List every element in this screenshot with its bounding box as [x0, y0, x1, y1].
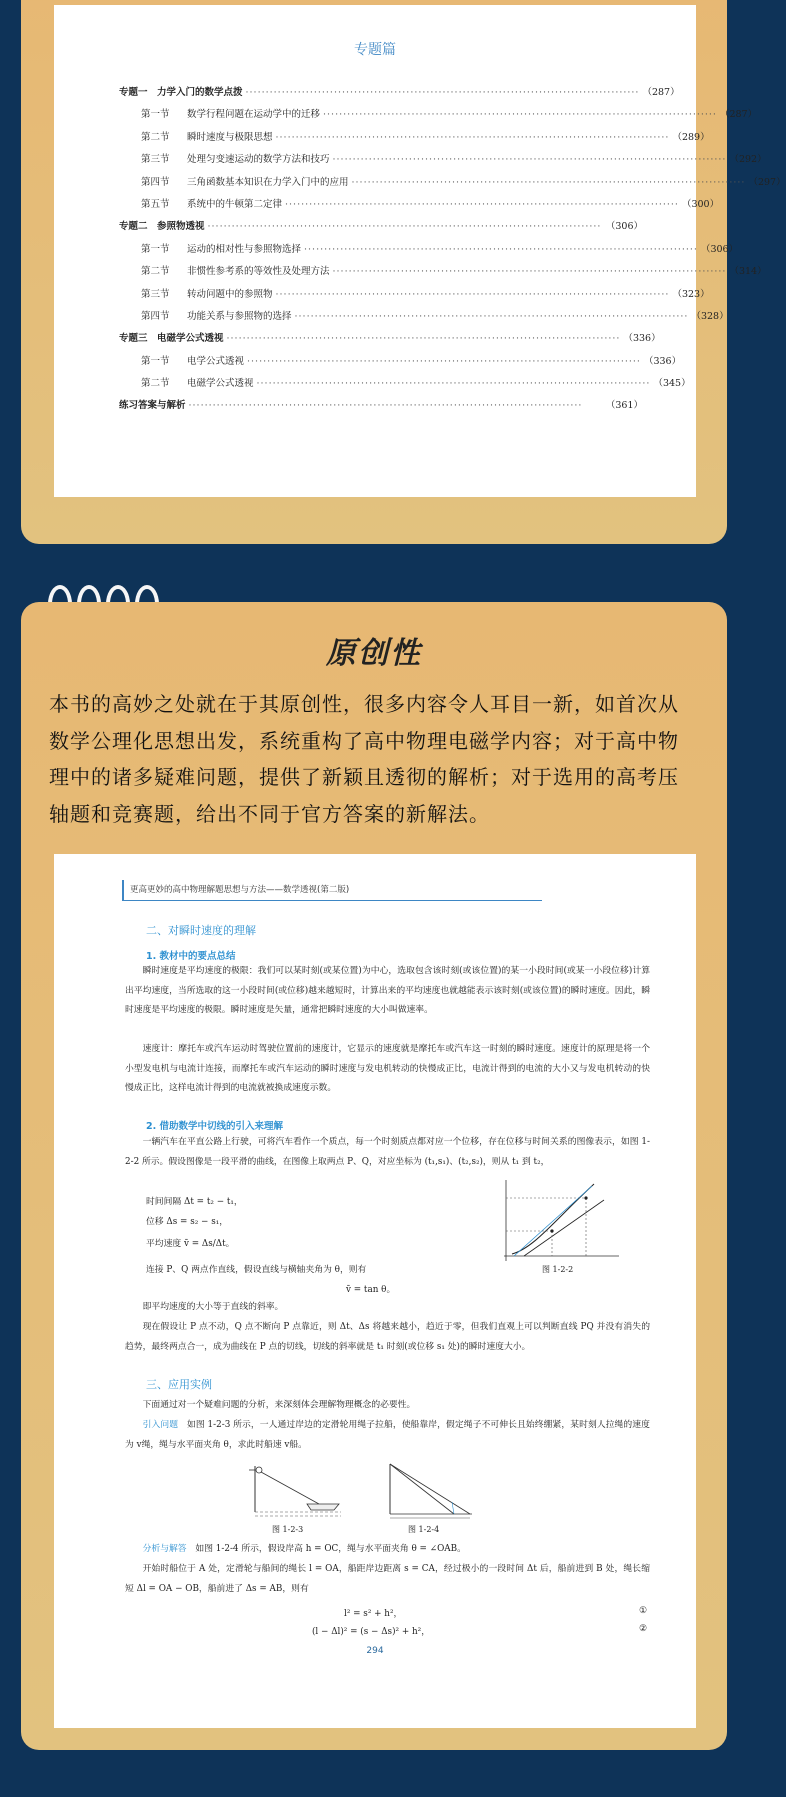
toc-page-number: （314）	[729, 266, 767, 278]
example-paragraph	[125, 1416, 650, 1455]
toc-leader-dots: ··································································································	[256, 378, 651, 390]
equation-2-number: ②	[639, 1624, 647, 1634]
toc-leader-dots: ··································································································	[304, 243, 698, 255]
toc-section-number: 第四节	[141, 176, 170, 188]
toc-list	[119, 84, 786, 420]
toc-entry-label: 数学行程问题在运动学中的迁移	[187, 109, 321, 121]
toc-page-number: （292）	[729, 154, 767, 166]
toc-page-number: （287）	[642, 87, 680, 98]
toc-section-row[interactable]	[119, 375, 691, 397]
toc-section-row[interactable]	[119, 174, 786, 196]
toc-section-number: 第二节	[141, 378, 170, 390]
toc-section-row[interactable]	[119, 263, 767, 285]
figure-1-2-2	[494, 1176, 624, 1266]
toc-page-number: （300）	[681, 198, 720, 210]
toc-section-row[interactable]	[119, 106, 758, 128]
toc-section-number: 第二节	[141, 131, 170, 143]
formula-line: 连接 P、Q 两点作直线，假设直线与横轴夹角为 θ，则有	[146, 1265, 367, 1275]
toc-leader-dots: ··································································································	[351, 176, 746, 188]
toc-entry-label: 转动问题中的参照物	[187, 288, 273, 300]
formula-time: 时间间隔 Δt = t₂ − t₁，	[146, 1197, 243, 1207]
toc-page-number: （361）	[605, 400, 643, 412]
figure-1-2-3-caption: 图 1-2-3	[272, 1525, 304, 1534]
toc-entry-label: 专题二 参照物透视	[119, 221, 205, 233]
equation-1-number: ①	[639, 1606, 647, 1616]
toc-section-number: 第一节	[141, 243, 170, 255]
formula-avg-velocity: 平均速度 v̄ = Δs/Δt。	[146, 1239, 235, 1249]
toc-entry-label: 非惯性参考系的等效性及处理方法	[187, 266, 330, 278]
toc-leader-dots: ··································································································	[245, 87, 640, 98]
figure-1-2-3	[249, 1460, 344, 1520]
toc-leader-dots: ··································································································	[332, 154, 727, 166]
sample-page	[54, 854, 696, 1728]
toc-section-number: 第五节	[141, 198, 170, 210]
toc-section-row[interactable]	[119, 241, 739, 263]
sub1-title: 1. 教材中的要点总结	[146, 951, 236, 962]
para5: 现在假设让 P 点不动，Q 点不断向 P 点靠近，则 Δt、Δs 将越来越小，趋近于零，但我们直观上可以判断直线 PQ 并没有消失的趋势，最终两点合一，成为曲线在 P 点的切线，切线的斜率就是 t₁ 时刻(或位移 s₁ 处)的瞬时速度大小。	[125, 1322, 650, 1352]
figure-1-2-2-caption: 图 1-2-2	[542, 1265, 574, 1274]
answer-label: 分析与解答	[142, 1544, 187, 1554]
toc-section-number: 第一节	[141, 109, 170, 121]
toc-leader-dots: ··································································································	[294, 310, 689, 322]
toc-page-number: （306）	[605, 221, 643, 233]
toc-entry-label: 运动的相对性与参照物选择	[187, 243, 302, 255]
toc-section-row[interactable]	[119, 353, 682, 375]
toc-leader-dots: ··································································································	[275, 131, 670, 143]
answer-paragraph	[125, 1540, 650, 1560]
toc-chapter-row[interactable]	[119, 218, 643, 240]
toc-entry-label: 功能关系与参照物的选择	[187, 310, 292, 322]
running-head-rule	[122, 900, 542, 901]
toc-leader-dots: ··································································································	[323, 109, 717, 121]
toc-section-row[interactable]	[119, 196, 720, 218]
equation-1: l² = s² + h²，	[344, 1609, 403, 1619]
toc-entry-label: 瞬时速度与极限思想	[187, 131, 273, 143]
toc-section-number: 第二节	[141, 266, 170, 278]
sub2-title: 2. 借助数学中切线的引入来理解	[146, 1121, 284, 1132]
toc-leader-dots: ··································································································	[332, 266, 727, 278]
toc-section-number: 第四节	[141, 310, 170, 322]
toc-entry-label: 系统中的牛顿第二定律	[187, 198, 283, 210]
toc-entry-label: 三角函数基本知识在力学入门中的应用	[187, 176, 349, 188]
toc-page-number: （289）	[672, 131, 710, 143]
feature-description: 本书的高妙之处就在于其原创性，很多内容令人耳目一新，如首次从数学公理化思想出发，系统重构了高中物理电磁学内容；对于高中物理中的诸多疑难问题，提供了新颖且透彻的解析；对于选用的高考压轴题和竞赛题，给出不同于官方答案的新解法。	[49, 692, 679, 826]
example-text: 如图 1-2-3 所示，一人通过岸边的定滑轮用绳子拉船，使船靠岸，假定绳子不可伸长且始终绷紧，某时刻人拉绳的速度为 v绳，绳与水平面夹角 θ，求此时船速 v船。	[125, 1420, 650, 1450]
toc-entry-label: 电学公式透视	[187, 355, 245, 367]
toc-entry-label: 处理匀变速运动的数学方法和技巧	[187, 154, 330, 166]
toc-leader-dots: ··································································································	[226, 333, 621, 345]
toc-card	[21, 0, 786, 544]
toc-leader-dots: ··································································································	[275, 288, 670, 300]
toc-page-number: （323）	[672, 288, 710, 300]
example-label: 引入问题	[142, 1420, 179, 1430]
toc-page-number: （328）	[691, 310, 729, 322]
toc-heading: 专题篇	[354, 42, 396, 58]
toc-section-row[interactable]	[119, 308, 729, 330]
section3-title: 三、应用实例	[146, 1378, 212, 1391]
toc-section-number: 第三节	[141, 154, 170, 166]
section2-title: 二、对瞬时速度的理解	[146, 924, 256, 937]
figure-1-2-4	[384, 1460, 479, 1520]
toc-entry-label: 电磁学公式透视	[187, 378, 254, 390]
figure-1-2-4-caption: 图 1-2-4	[408, 1525, 440, 1534]
formula-displacement: 位移 Δs = s₂ − s₁，	[146, 1217, 229, 1227]
para6: 下面通过对一个疑难问题的分析，来深刻体会理解物理概念的必要性。	[142, 1400, 416, 1410]
toc-page	[54, 5, 786, 497]
toc-leader-dots: ··································································································	[207, 221, 602, 233]
toc-page-number: （306）	[700, 243, 739, 255]
toc-leader-dots: ··································································································	[188, 400, 583, 412]
toc-page-number: （287）	[719, 109, 758, 121]
para3: 一辆汽车在平直公路上行驶，可将汽车看作一个质点，每一个时刻质点都对应一个位移，存在位移与时间关系的图像表示，如图 1-2-2 所示。假设图像是一段平滑的曲线，在图像上取两点 P、Q，对应坐标为 (t₁,s₁)、(t₂,s₂)，则从 t₁ 到 t₂，	[125, 1137, 650, 1167]
feature-card	[21, 602, 727, 1750]
equation-2: (l − Δl)² = (s − Δs)² + h²，	[312, 1627, 430, 1637]
toc-section-row[interactable]	[119, 286, 710, 308]
toc-section-number: 第三节	[141, 288, 170, 300]
para4: 即平均速度的大小等于直线的斜率。	[142, 1302, 284, 1312]
toc-section-number: 第一节	[141, 355, 170, 367]
toc-chapter-row[interactable]	[119, 84, 680, 106]
toc-page-number: （336）	[643, 355, 682, 367]
running-head: 更高更妙的高中物理解题思想与方法——数学透视(第二版)	[122, 880, 349, 900]
toc-chapter-row[interactable]	[119, 330, 661, 352]
toc-leader-dots: ··································································································	[247, 355, 641, 367]
feature-title: 原创性	[326, 636, 422, 671]
toc-chapter-row[interactable]	[119, 397, 643, 419]
toc-entry-label: 专题一 力学入门的数学点拨	[119, 87, 243, 98]
toc-leader-dots: ··································································································	[285, 198, 679, 210]
toc-page-number: （297）	[748, 176, 786, 188]
toc-entry-label: 专题三 电磁学公式透视	[119, 333, 224, 345]
para1: 瞬时速度是平均速度的极限：我们可以某时刻(或某位置)为中心，选取包含该时刻(或该位置)的某一小段时间(或某一小段位移)计算出平均速度，当所选取的这一小段时间(或位移)越来越短时，计算出来的平均速度也就越能表示该时刻(或该位置)的瞬时速度。因此，瞬时速度是平均速度的极限。瞬时速度是矢量，通常把瞬时速度的大小叫做速率。	[125, 966, 650, 1015]
answer-text: 如图 1-2-4 所示，假设岸高 h = OC，绳与水平面夹角 θ = ∠OAB。	[195, 1544, 466, 1554]
formula-tan: v̄ = tan θ。	[346, 1285, 396, 1295]
toc-entry-label: 练习答案与解析	[119, 400, 186, 412]
toc-page-number: （336）	[623, 333, 661, 345]
toc-page-number: （345）	[653, 378, 691, 390]
para2: 速度计：摩托车或汽车运动时驾驶位置前的速度计，它显示的速度就是摩托车或汽车这一时刻的瞬时速度。速度计的原理是将一个小型发电机与电流计连接，而摩托车或汽车运动的瞬时速度与发电机转动的快慢成正比，电流计得到的电流的大小又与发电机转动的快慢成正比，这样电流计得到的电流就被换成速度示数。	[125, 1044, 650, 1093]
toc-section-row[interactable]	[119, 129, 710, 151]
para7: 开始时船位于 A 处，定滑轮与船间的绳长 l = OA，船距岸边距离 s = CA，经过极小的一段时间 Δt 后，船前进到 B 处，绳长缩短 Δl = OA − OB，船前进了 Δs = AB，则有	[125, 1564, 650, 1594]
toc-section-row[interactable]	[119, 151, 767, 173]
page-number: 294	[366, 1646, 384, 1656]
